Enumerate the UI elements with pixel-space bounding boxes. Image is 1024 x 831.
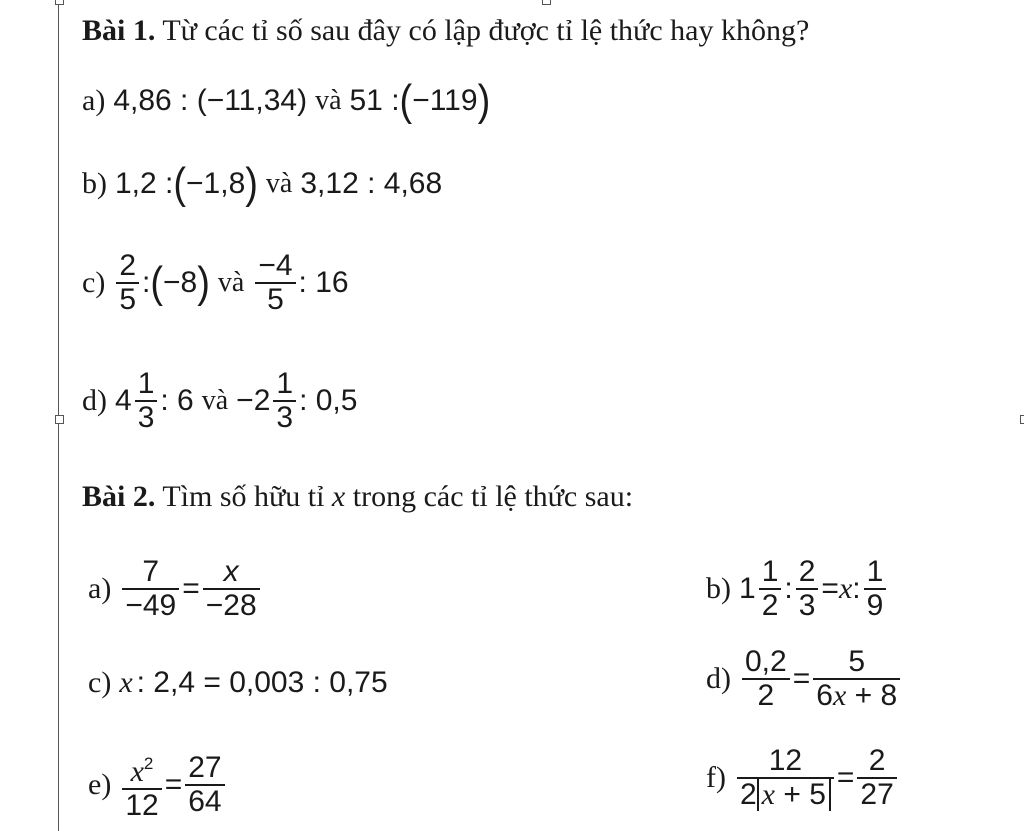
resize-handle-middle-right[interactable] [1020, 415, 1024, 424]
fraction: $\frac{x}{-28}$ [203, 556, 260, 622]
exercise-2-item-e [88, 748, 228, 822]
equals-sign: = [164, 768, 183, 801]
fraction: $\frac{1}{9}$ [864, 556, 887, 622]
fraction: $\frac{27}{64}$ [185, 752, 224, 818]
ratio-1: 4,86 : (−11,34) [113, 84, 308, 117]
ratio-2: 3,12 : 4,68 [300, 167, 443, 200]
fraction: $\frac{1}{2}$ [759, 556, 782, 622]
equals-sign: = [821, 572, 839, 605]
fraction: $\frac{2}{3}$ [796, 556, 819, 622]
ratio-1-value: −8 [163, 266, 198, 299]
item-label: d) [82, 384, 107, 417]
resize-handle-top-left[interactable] [55, 0, 64, 5]
exercise-2-item-a [88, 556, 263, 622]
fraction: $\frac{5}{6x + 8}$ [813, 646, 900, 712]
ratio-2-tail: : 0,5 [299, 384, 358, 417]
item-label: f) [706, 761, 726, 794]
exercise-2-text: Tìm số hữu tỉ [155, 480, 332, 513]
resize-handle-top-middle[interactable] [542, 0, 551, 5]
whole-part: −2 [236, 384, 271, 417]
equation-expression: : 2,4 = 0,003 : 0,75 [136, 666, 388, 699]
equals-sign: = [792, 662, 811, 695]
connector-text: và [315, 85, 342, 116]
item-label: c) [88, 666, 112, 699]
variable: x [331, 480, 346, 513]
exercise-2-heading [82, 480, 633, 514]
connector-text: và [217, 267, 245, 298]
whole-part: 4 [115, 384, 132, 417]
variable: x [119, 666, 133, 699]
ratio-1-prefix: 1,2 : [115, 167, 174, 200]
exercise-1-item-c: c) $\frac{2}{5}$ : ( −8 ) và $\frac{-4}{5}$ : 16 [82, 249, 349, 316]
item-label: a) [88, 572, 112, 605]
fraction: $\frac{2}{27}$ [857, 745, 896, 811]
ratio-2-value: −119 [412, 84, 478, 117]
exercise-2-label: Bài 2. [82, 480, 156, 513]
exercise-1-label: Bài 1. [82, 14, 156, 47]
ratio-1-tail: : 6 [160, 384, 194, 417]
whole-part: 1 [739, 572, 756, 605]
exercise-2-text: trong các tỉ lệ thức sau: [345, 480, 634, 513]
variable: x [838, 572, 853, 605]
item-label: c) [82, 266, 106, 299]
equals-sign: = [836, 761, 855, 794]
exercise-1-text: Từ các tỉ số sau đây có lập được tỉ lệ thức hay không? [155, 14, 810, 47]
fraction: $\frac{1}{3}$ [135, 368, 158, 434]
ratio-2-tail: : 16 [298, 266, 349, 299]
exercise-2-item-d [706, 646, 903, 712]
ratio-1-value: −1,8 [186, 167, 246, 200]
exercise-1-heading [82, 14, 809, 48]
exercise-2-item-f [706, 745, 900, 811]
item-label: b) [706, 572, 731, 605]
fraction: $\frac{12}{2 x + 5}$ [737, 745, 834, 811]
item-label: e) [88, 768, 112, 801]
connector-text: và [265, 168, 293, 199]
exercise-1-item-b: b) 1,2 : ( −1,8 ) và 3,12 : 4,68 [82, 159, 443, 209]
fraction: $\frac{0,2}{2}$ [742, 646, 790, 712]
fraction: $\frac{1}{3}$ [273, 368, 296, 434]
item-label: b) [82, 167, 107, 200]
colon: : [852, 572, 861, 605]
item-label: d) [706, 662, 731, 695]
exercise-2-item-b [706, 556, 889, 622]
fraction: $\frac{7}{-49}$ [122, 556, 179, 622]
exercise-2-item-c [88, 666, 388, 700]
equals-sign: = [182, 572, 200, 605]
item-label: a) [82, 84, 106, 117]
ratio-2-prefix: 51 : [349, 84, 400, 117]
colon: : [784, 572, 793, 605]
fraction: $\frac{-4}{5}$ [255, 250, 295, 316]
exercise-1-item-d [82, 368, 357, 434]
connector-text: và [201, 385, 229, 416]
resize-handle-middle-left[interactable] [55, 415, 64, 424]
fraction: $\frac{2}{5}$ [116, 250, 139, 316]
exercise-1-item-a: a) 4,86 : (−11,34) và 51 : ( −119 ) [82, 76, 491, 126]
colon: : [142, 266, 151, 299]
fraction: $\frac{x^2}{12}$ [122, 748, 161, 822]
